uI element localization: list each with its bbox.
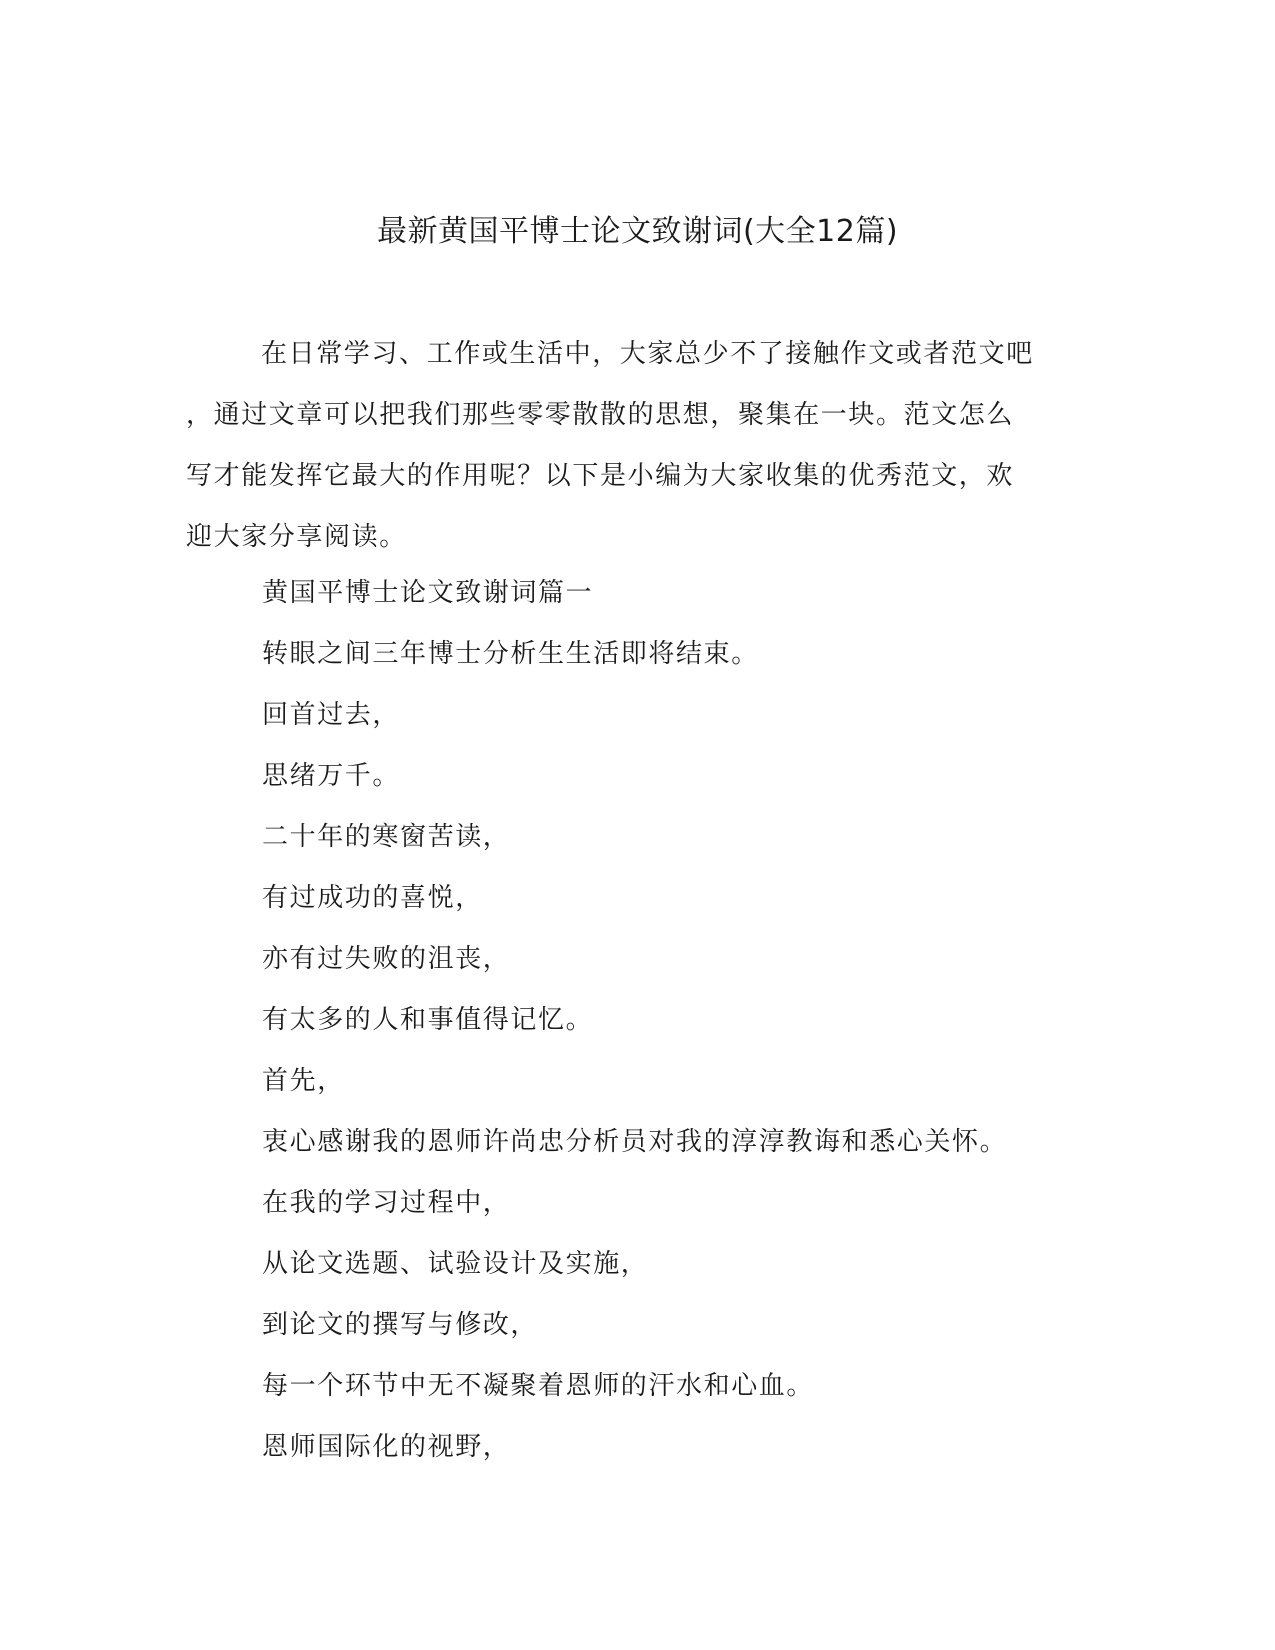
intro-paragraph (186, 334, 1086, 578)
body-paragraph: 每一个环节中无不凝聚着恩师的汗水和心血。 (262, 1371, 815, 1401)
intro-line: 迎大家分享阅读。 (186, 522, 407, 552)
body-paragraph: 有太多的人和事值得记忆。 (262, 1005, 594, 1035)
intro-line: 在日常学习、工作或生活中，大家总少不了接触作文或者范文吧 (261, 339, 1034, 369)
body-paragraph: 转眼之间三年博士分析生生活即将结束。 (262, 639, 759, 669)
body-paragraph: 恩师国际化的视野， (262, 1432, 511, 1462)
body-paragraph: 首先， (262, 1066, 345, 1096)
body-paragraph: 到论文的撰写与修改， (262, 1310, 539, 1340)
body-paragraph: 思绪万千。 (262, 761, 401, 791)
body-paragraph: 在我的学习过程中， (262, 1188, 511, 1218)
intro-line: 写才能发挥它最大的作用呢？以下是小编为大家收集的优秀范文，欢 (186, 461, 1015, 491)
body-paragraph: 亦有过失败的沮丧， (262, 944, 511, 974)
body-paragraph: 从论文选题、试验设计及实施， (262, 1249, 649, 1279)
section-heading: 黄国平博士论文致谢词篇一 (262, 578, 594, 608)
intro-line: ，通过文章可以把我们那些零零散散的思想，聚集在一块。范文怎么 (186, 400, 1015, 430)
body-paragraph: 回首过去， (262, 700, 401, 730)
body-paragraph: 衷心感谢我的恩师许尚忠分析员对我的淳淳教诲和悉心关怀。 (262, 1127, 1008, 1157)
document-title: 最新黄国平博士论文致谢词(大全12篇) (376, 214, 899, 249)
body-paragraph: 二十年的寒窗苦读， (262, 822, 511, 852)
document-body (262, 573, 1162, 1488)
body-paragraph: 有过成功的喜悦， (262, 883, 483, 913)
